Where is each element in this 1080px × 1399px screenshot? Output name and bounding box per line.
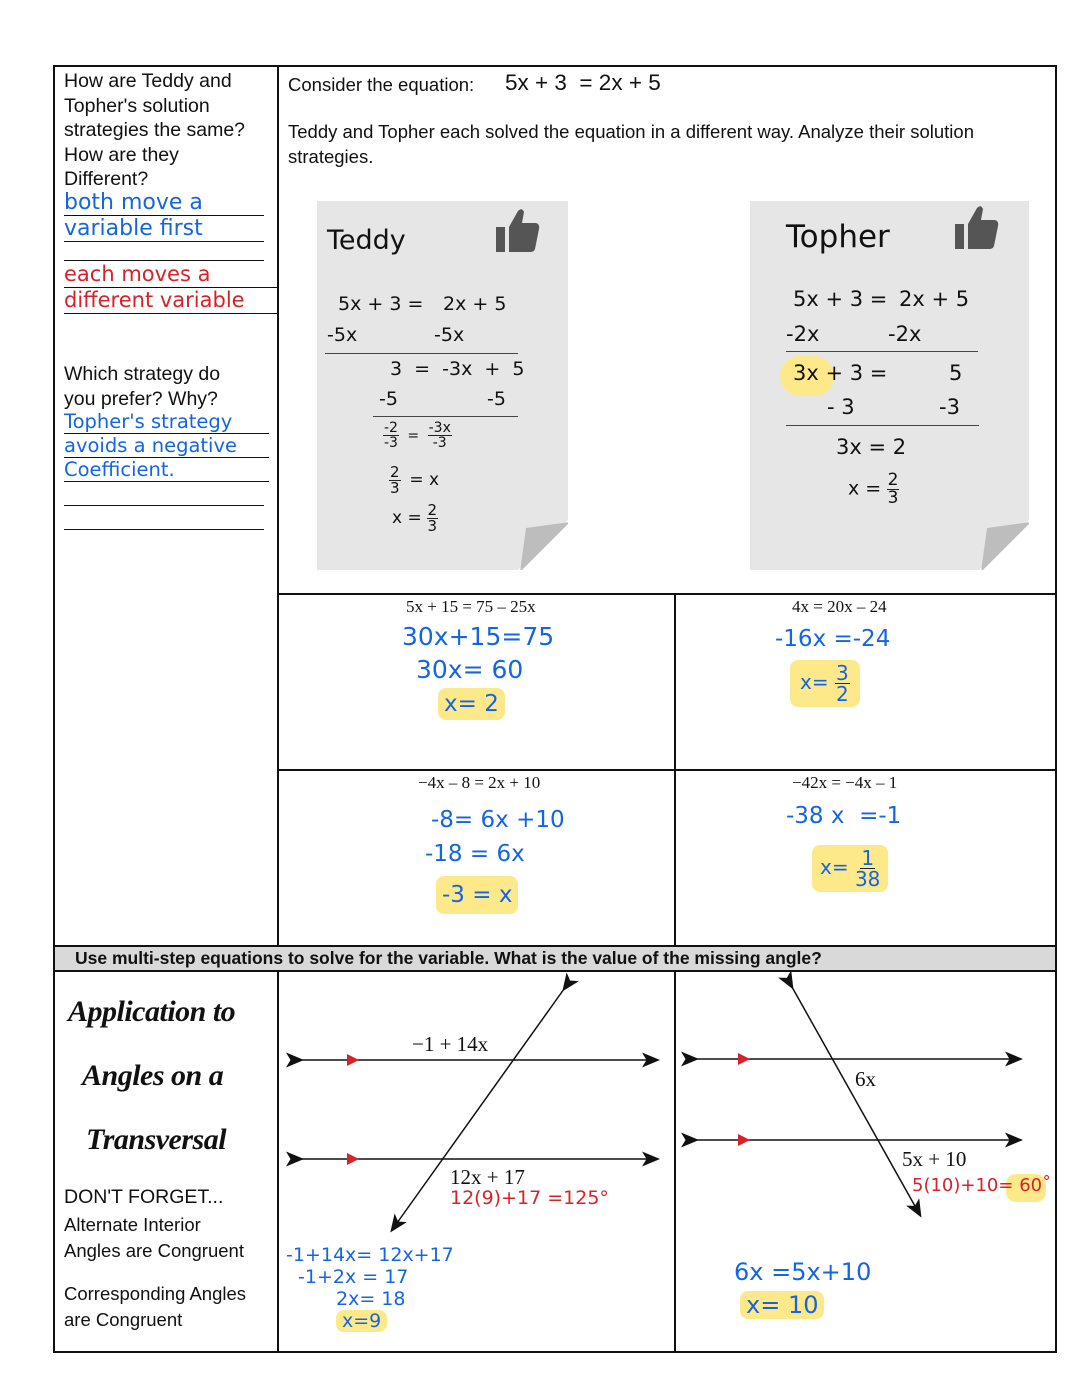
answer-different: each moves a different variable <box>64 262 279 314</box>
given-equation: 5x + 3 = 2x + 5 <box>505 70 661 95</box>
topher-step-1-left: 5x + 3 = <box>793 287 888 311</box>
parallel-marker-icon <box>347 1153 359 1165</box>
teddy-card <box>317 201 568 570</box>
angle-label-top-2: 6x <box>855 1067 876 1091</box>
topher-step-4-right: -3 <box>939 395 960 419</box>
angle-label-bottom-2: 5x + 10 <box>902 1147 967 1171</box>
problem-box-2 <box>674 593 1057 771</box>
parallel-marker-icon <box>347 1054 359 1066</box>
teddy-step-2-left: -5x <box>327 324 358 346</box>
angle-label-top-1: −1 + 14x <box>412 1032 489 1056</box>
topher-step-5: 3x = 2 <box>836 435 907 459</box>
topher-step-4-left: - 3 <box>827 395 855 419</box>
angle-substitution-1: 12(9)+17 =125° <box>450 1187 609 1209</box>
teddy-step-2-right: -5x <box>434 324 465 346</box>
problem-4-equation: −42x = −4x – 1 <box>792 773 898 792</box>
page-curl-icon <box>979 520 1029 570</box>
answer-rule <box>64 529 264 530</box>
teddy-step-6: $\frac{2}{3}$ = x <box>390 463 440 497</box>
topher-step-3-left: 3x + 3 = <box>793 361 888 385</box>
problem-3-equation: −4x – 8 = 2x + 10 <box>418 773 541 792</box>
topher-step-3-right: 5 <box>949 361 963 385</box>
problem-3-answer: -3 = x <box>436 876 518 914</box>
teddy-step-4-right: -5 <box>487 388 506 410</box>
rule-corresponding: Corresponding Angles are Congruent <box>64 1283 247 1330</box>
consider-label: Consider the equation: <box>288 74 475 95</box>
problem-2-equation: 4x = 20x – 24 <box>792 597 887 616</box>
angles-instructions: Use multi-step equations to solve for the variable. What is the value of the missing angle? <box>75 948 822 968</box>
parallel-marker-icon <box>738 1134 750 1146</box>
problem-1-answer: x= 2 <box>438 688 505 720</box>
dont-forget-label: DON'T FORGET... <box>64 1186 224 1208</box>
angle-substitution-2: 5(10)+10= 60˚ <box>912 1175 1052 1196</box>
topher-step-2-left: -2x <box>786 322 820 346</box>
topher-step-2-right: -2x <box>888 322 922 346</box>
angle-label-bottom-1: 12x + 17 <box>450 1165 525 1189</box>
thumbs-up-icon <box>955 204 999 250</box>
instructions: Teddy and Topher each solved the equation in a different way. Analyze their solution strategies. <box>288 121 974 167</box>
topher-step-1-right: 2x + 5 <box>899 287 970 311</box>
topher-name: Topher <box>786 219 890 255</box>
question-same-different: How are Teddy and Topher's solution strategies the same? How are they Different? <box>64 70 246 190</box>
problem-2-answer: x= $\frac{3}{2}$ <box>790 660 860 707</box>
thumbs-up-icon <box>496 207 540 253</box>
problem-1-equation: 5x + 15 = 75 – 25x <box>406 597 536 616</box>
teddy-step-7: x = $\frac{2}{3}$ <box>392 501 438 535</box>
teddy-step-5: $\frac{-2}{-3}$ = $\frac{-3x}{-3}$ <box>384 420 451 451</box>
answer-same: both move a variable first <box>64 190 264 242</box>
teddy-step-4-left: -5 <box>379 388 398 410</box>
question-preference: Which strategy do you prefer? Why? <box>64 363 221 410</box>
page-curl-icon <box>518 520 568 570</box>
angle-work-2: 6x =5x+10 x= 10 <box>734 1258 872 1319</box>
teddy-step-1-right: 2x + 5 <box>443 293 507 315</box>
problem-4-answer: x= $\frac{1}{38}$ <box>812 845 888 892</box>
answer-rule <box>64 260 264 261</box>
problem-4-work: -38 x =-1 <box>786 803 902 829</box>
transversal-line <box>792 987 920 1215</box>
teddy-rule-1 <box>325 353 518 354</box>
problem-1-work: 30x+15=75 30x= 60 <box>402 622 555 684</box>
teddy-step-1-left: 5x + 3 = <box>338 293 424 315</box>
topher-step-6: x = $\frac{2}{3}$ <box>848 470 899 508</box>
angle-work-1: -1+14x= 12x+17 -1+2x = 17 2x= 18 x=9 <box>286 1244 454 1332</box>
teddy-step-3: 3 = -3x + 5 <box>390 358 525 380</box>
rule-alternate-interior: Alternate Interior Angles are Congruent <box>64 1214 244 1261</box>
parallel-marker-icon <box>738 1053 750 1065</box>
problem-2-work: -16x =-24 <box>775 626 891 652</box>
answer-preference: Topher's strategy avoids a negative Coefficient. <box>64 410 269 482</box>
topher-rule-2 <box>786 425 979 426</box>
problem-3-work: -8= 6x +10 -18 = 6x <box>425 807 565 867</box>
topher-rule-1 <box>786 351 978 352</box>
application-title: Application to Angles on a Transversal <box>68 995 236 1156</box>
teddy-name: Teddy <box>327 225 406 256</box>
teddy-rule-2 <box>373 416 518 417</box>
answer-rule <box>64 505 264 506</box>
